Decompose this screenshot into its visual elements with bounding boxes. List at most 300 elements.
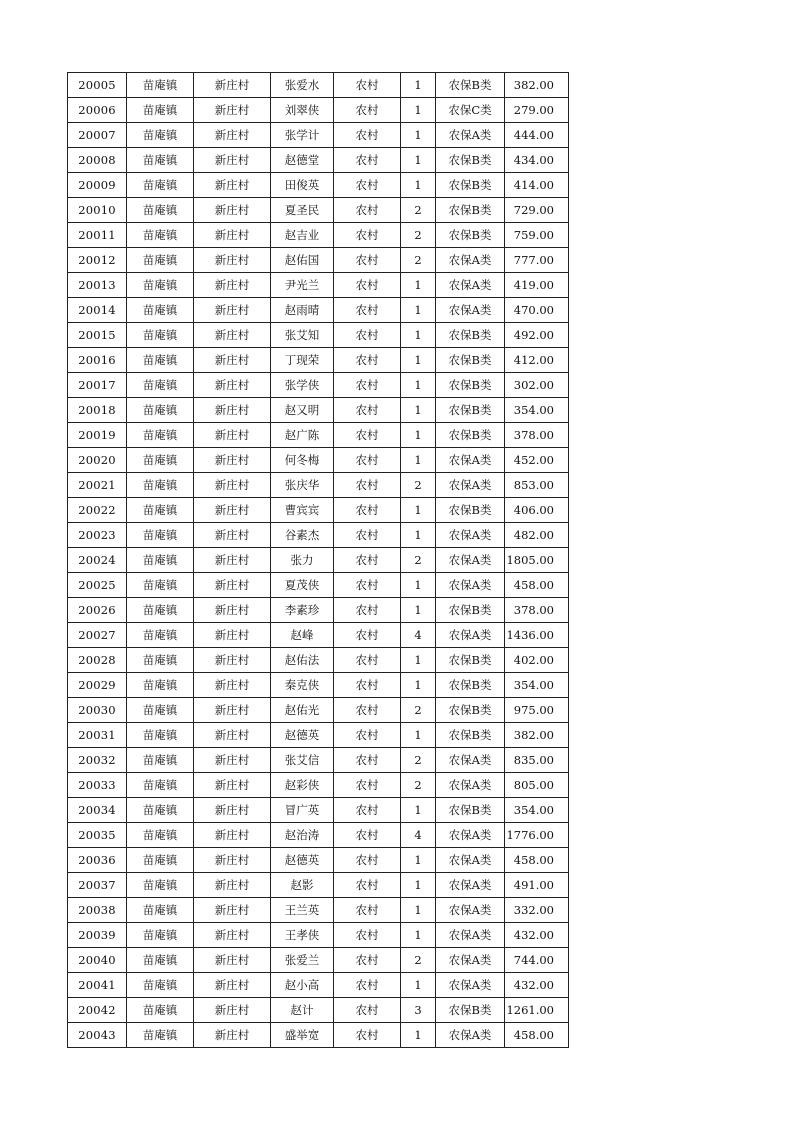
id-cell: 20043	[68, 1023, 127, 1048]
name-cell: 王孝侠	[271, 923, 334, 948]
town-cell: 苗庵镇	[127, 223, 194, 248]
table-row	[68, 323, 569, 348]
village-cell: 新庄村	[194, 423, 271, 448]
name-cell: 李素珍	[271, 598, 334, 623]
insurance-class-cell: 农保B类	[436, 223, 505, 248]
area-type-cell: 农村	[334, 573, 401, 598]
town-cell: 苗庵镇	[127, 98, 194, 123]
area-type-cell: 农村	[334, 148, 401, 173]
area-type-cell: 农村	[334, 773, 401, 798]
amount-cell: 402.00	[505, 648, 569, 673]
table-row	[68, 673, 569, 698]
household-count-cell: 1	[401, 348, 436, 373]
town-cell: 苗庵镇	[127, 1023, 194, 1048]
household-count-cell: 1	[401, 273, 436, 298]
area-type-cell: 农村	[334, 173, 401, 198]
id-cell: 20005	[68, 73, 127, 98]
name-cell: 赵计	[271, 998, 334, 1023]
insurance-class-cell: 农保B类	[436, 598, 505, 623]
town-cell: 苗庵镇	[127, 673, 194, 698]
town-cell: 苗庵镇	[127, 773, 194, 798]
ledger-table	[67, 72, 569, 1048]
insurance-class-cell: 农保A类	[436, 748, 505, 773]
town-cell: 苗庵镇	[127, 723, 194, 748]
village-cell: 新庄村	[194, 398, 271, 423]
village-cell: 新庄村	[194, 248, 271, 273]
table-row	[68, 73, 569, 98]
table-row	[68, 123, 569, 148]
town-cell: 苗庵镇	[127, 798, 194, 823]
name-cell: 赵德英	[271, 848, 334, 873]
id-cell: 20013	[68, 273, 127, 298]
name-cell: 张艾信	[271, 748, 334, 773]
amount-cell: 1776.00	[505, 823, 569, 848]
amount-cell: 382.00	[505, 73, 569, 98]
amount-cell: 354.00	[505, 673, 569, 698]
household-count-cell: 1	[401, 298, 436, 323]
insurance-class-cell: 农保A类	[436, 948, 505, 973]
area-type-cell: 农村	[334, 998, 401, 1023]
area-type-cell: 农村	[334, 948, 401, 973]
area-type-cell: 农村	[334, 698, 401, 723]
household-count-cell: 1	[401, 373, 436, 398]
household-count-cell: 1	[401, 123, 436, 148]
town-cell: 苗庵镇	[127, 148, 194, 173]
household-count-cell: 2	[401, 773, 436, 798]
area-type-cell: 农村	[334, 73, 401, 98]
household-count-cell: 2	[401, 698, 436, 723]
area-type-cell: 农村	[334, 248, 401, 273]
table-row	[68, 698, 569, 723]
household-count-cell: 2	[401, 748, 436, 773]
village-cell: 新庄村	[194, 323, 271, 348]
area-type-cell: 农村	[334, 523, 401, 548]
village-cell: 新庄村	[194, 73, 271, 98]
amount-cell: 458.00	[505, 848, 569, 873]
id-cell: 20028	[68, 648, 127, 673]
name-cell: 张力	[271, 548, 334, 573]
household-count-cell: 1	[401, 873, 436, 898]
area-type-cell: 农村	[334, 848, 401, 873]
table-row	[68, 898, 569, 923]
name-cell: 赵吉业	[271, 223, 334, 248]
household-count-cell: 4	[401, 823, 436, 848]
insurance-class-cell: 农保A类	[436, 273, 505, 298]
name-cell: 谷素杰	[271, 523, 334, 548]
village-cell: 新庄村	[194, 848, 271, 873]
village-cell: 新庄村	[194, 473, 271, 498]
name-cell: 张庆华	[271, 473, 334, 498]
insurance-class-cell: 农保B类	[436, 673, 505, 698]
id-cell: 20041	[68, 973, 127, 998]
village-cell: 新庄村	[194, 673, 271, 698]
amount-cell: 744.00	[505, 948, 569, 973]
village-cell: 新庄村	[194, 348, 271, 373]
id-cell: 20031	[68, 723, 127, 748]
village-cell: 新庄村	[194, 998, 271, 1023]
amount-cell: 414.00	[505, 173, 569, 198]
table-row	[68, 873, 569, 898]
table-row	[68, 248, 569, 273]
household-count-cell: 1	[401, 648, 436, 673]
name-cell: 尹光兰	[271, 273, 334, 298]
town-cell: 苗庵镇	[127, 848, 194, 873]
insurance-class-cell: 农保B类	[436, 723, 505, 748]
village-cell: 新庄村	[194, 523, 271, 548]
insurance-class-cell: 农保B类	[436, 373, 505, 398]
village-cell: 新庄村	[194, 623, 271, 648]
insurance-class-cell: 农保A类	[436, 923, 505, 948]
household-count-cell: 1	[401, 98, 436, 123]
household-count-cell: 1	[401, 148, 436, 173]
village-cell: 新庄村	[194, 173, 271, 198]
area-type-cell: 农村	[334, 448, 401, 473]
town-cell: 苗庵镇	[127, 623, 194, 648]
town-cell: 苗庵镇	[127, 248, 194, 273]
area-type-cell: 农村	[334, 923, 401, 948]
table-row	[68, 598, 569, 623]
insurance-class-cell: 农保B类	[436, 998, 505, 1023]
insurance-class-cell: 农保A类	[436, 773, 505, 798]
name-cell: 赵又明	[271, 398, 334, 423]
area-type-cell: 农村	[334, 598, 401, 623]
id-cell: 20015	[68, 323, 127, 348]
table-row	[68, 923, 569, 948]
amount-cell: 492.00	[505, 323, 569, 348]
household-count-cell: 1	[401, 323, 436, 348]
name-cell: 赵佑法	[271, 648, 334, 673]
id-cell: 20035	[68, 823, 127, 848]
amount-cell: 354.00	[505, 798, 569, 823]
village-cell: 新庄村	[194, 223, 271, 248]
area-type-cell: 农村	[334, 123, 401, 148]
insurance-class-cell: 农保B类	[436, 198, 505, 223]
town-cell: 苗庵镇	[127, 173, 194, 198]
household-count-cell: 1	[401, 598, 436, 623]
household-count-cell: 1	[401, 573, 436, 598]
name-cell: 冒广英	[271, 798, 334, 823]
id-cell: 20022	[68, 498, 127, 523]
village-cell: 新庄村	[194, 748, 271, 773]
household-count-cell: 1	[401, 523, 436, 548]
insurance-class-cell: 农保A类	[436, 523, 505, 548]
insurance-class-cell: 农保A类	[436, 898, 505, 923]
id-cell: 20042	[68, 998, 127, 1023]
town-cell: 苗庵镇	[127, 598, 194, 623]
area-type-cell: 农村	[334, 473, 401, 498]
town-cell: 苗庵镇	[127, 373, 194, 398]
town-cell: 苗庵镇	[127, 523, 194, 548]
id-cell: 20009	[68, 173, 127, 198]
town-cell: 苗庵镇	[127, 698, 194, 723]
amount-cell: 491.00	[505, 873, 569, 898]
insurance-class-cell: 农保A类	[436, 473, 505, 498]
area-type-cell: 农村	[334, 423, 401, 448]
area-type-cell: 农村	[334, 823, 401, 848]
insurance-class-cell: 农保A类	[436, 573, 505, 598]
town-cell: 苗庵镇	[127, 823, 194, 848]
id-cell: 20012	[68, 248, 127, 273]
table-row	[68, 848, 569, 873]
insurance-class-cell: 农保B类	[436, 398, 505, 423]
town-cell: 苗庵镇	[127, 873, 194, 898]
household-count-cell: 1	[401, 1023, 436, 1048]
household-count-cell: 2	[401, 198, 436, 223]
town-cell: 苗庵镇	[127, 73, 194, 98]
amount-cell: 975.00	[505, 698, 569, 723]
id-cell: 20007	[68, 123, 127, 148]
table-row	[68, 448, 569, 473]
village-cell: 新庄村	[194, 123, 271, 148]
id-cell: 20023	[68, 523, 127, 548]
table-row	[68, 198, 569, 223]
town-cell: 苗庵镇	[127, 348, 194, 373]
table-row	[68, 748, 569, 773]
town-cell: 苗庵镇	[127, 123, 194, 148]
insurance-class-cell: 农保A类	[436, 298, 505, 323]
amount-cell: 482.00	[505, 523, 569, 548]
area-type-cell: 农村	[334, 723, 401, 748]
amount-cell: 1805.00	[505, 548, 569, 573]
table-row	[68, 148, 569, 173]
name-cell: 夏茂侠	[271, 573, 334, 598]
household-count-cell: 2	[401, 548, 436, 573]
insurance-class-cell: 农保A类	[436, 623, 505, 648]
household-count-cell: 2	[401, 223, 436, 248]
name-cell: 张爱水	[271, 73, 334, 98]
amount-cell: 458.00	[505, 573, 569, 598]
insurance-class-cell: 农保A类	[436, 1023, 505, 1048]
table-row	[68, 523, 569, 548]
table-row	[68, 373, 569, 398]
village-cell: 新庄村	[194, 298, 271, 323]
town-cell: 苗庵镇	[127, 923, 194, 948]
amount-cell: 805.00	[505, 773, 569, 798]
area-type-cell: 农村	[334, 348, 401, 373]
household-count-cell: 1	[401, 173, 436, 198]
amount-cell: 835.00	[505, 748, 569, 773]
village-cell: 新庄村	[194, 898, 271, 923]
amount-cell: 452.00	[505, 448, 569, 473]
amount-cell: 406.00	[505, 498, 569, 523]
village-cell: 新庄村	[194, 923, 271, 948]
name-cell: 曹宾宾	[271, 498, 334, 523]
area-type-cell: 农村	[334, 973, 401, 998]
village-cell: 新庄村	[194, 773, 271, 798]
name-cell: 张爱兰	[271, 948, 334, 973]
area-type-cell: 农村	[334, 873, 401, 898]
insurance-class-cell: 农保A类	[436, 973, 505, 998]
town-cell: 苗庵镇	[127, 323, 194, 348]
area-type-cell: 农村	[334, 273, 401, 298]
id-cell: 20027	[68, 623, 127, 648]
area-type-cell: 农村	[334, 198, 401, 223]
household-count-cell: 1	[401, 673, 436, 698]
id-cell: 20039	[68, 923, 127, 948]
table-row	[68, 173, 569, 198]
area-type-cell: 农村	[334, 548, 401, 573]
insurance-class-cell: 农保B类	[436, 498, 505, 523]
id-cell: 20030	[68, 698, 127, 723]
area-type-cell: 农村	[334, 223, 401, 248]
amount-cell: 378.00	[505, 598, 569, 623]
id-cell: 20010	[68, 198, 127, 223]
insurance-class-cell: 农保B类	[436, 348, 505, 373]
name-cell: 赵峰	[271, 623, 334, 648]
amount-cell: 302.00	[505, 373, 569, 398]
household-count-cell: 2	[401, 473, 436, 498]
id-cell: 20033	[68, 773, 127, 798]
amount-cell: 444.00	[505, 123, 569, 148]
id-cell: 20026	[68, 598, 127, 623]
name-cell: 张学计	[271, 123, 334, 148]
household-count-cell: 4	[401, 623, 436, 648]
name-cell: 张艾知	[271, 323, 334, 348]
name-cell: 赵佑光	[271, 698, 334, 723]
table-row	[68, 973, 569, 998]
amount-cell: 382.00	[505, 723, 569, 748]
amount-cell: 434.00	[505, 148, 569, 173]
amount-cell: 419.00	[505, 273, 569, 298]
area-type-cell: 农村	[334, 98, 401, 123]
table-row	[68, 98, 569, 123]
name-cell: 赵雨晴	[271, 298, 334, 323]
insurance-class-cell: 农保A类	[436, 548, 505, 573]
household-count-cell: 1	[401, 73, 436, 98]
table-row	[68, 398, 569, 423]
area-type-cell: 农村	[334, 748, 401, 773]
id-cell: 20017	[68, 373, 127, 398]
id-cell: 20038	[68, 898, 127, 923]
name-cell: 丁现荣	[271, 348, 334, 373]
village-cell: 新庄村	[194, 873, 271, 898]
id-cell: 20029	[68, 673, 127, 698]
id-cell: 20018	[68, 398, 127, 423]
town-cell: 苗庵镇	[127, 198, 194, 223]
table-row	[68, 1023, 569, 1048]
insurance-class-cell: 农保A类	[436, 848, 505, 873]
table-row	[68, 723, 569, 748]
household-count-cell: 3	[401, 998, 436, 1023]
id-cell: 20014	[68, 298, 127, 323]
village-cell: 新庄村	[194, 598, 271, 623]
name-cell: 赵广陈	[271, 423, 334, 448]
village-cell: 新庄村	[194, 98, 271, 123]
id-cell: 20034	[68, 798, 127, 823]
household-count-cell: 1	[401, 898, 436, 923]
id-cell: 20006	[68, 98, 127, 123]
id-cell: 20021	[68, 473, 127, 498]
name-cell: 王兰英	[271, 898, 334, 923]
table-row	[68, 648, 569, 673]
id-cell: 20036	[68, 848, 127, 873]
area-type-cell: 农村	[334, 323, 401, 348]
amount-cell: 759.00	[505, 223, 569, 248]
amount-cell: 729.00	[505, 198, 569, 223]
amount-cell: 332.00	[505, 898, 569, 923]
household-count-cell: 2	[401, 248, 436, 273]
id-cell: 20032	[68, 748, 127, 773]
household-count-cell: 1	[401, 723, 436, 748]
town-cell: 苗庵镇	[127, 648, 194, 673]
area-type-cell: 农村	[334, 673, 401, 698]
table-row	[68, 623, 569, 648]
id-cell: 20016	[68, 348, 127, 373]
table-row	[68, 348, 569, 373]
household-count-cell: 1	[401, 423, 436, 448]
village-cell: 新庄村	[194, 448, 271, 473]
name-cell: 赵彩侠	[271, 773, 334, 798]
area-type-cell: 农村	[334, 898, 401, 923]
amount-cell: 432.00	[505, 923, 569, 948]
amount-cell: 432.00	[505, 973, 569, 998]
name-cell: 何冬梅	[271, 448, 334, 473]
village-cell: 新庄村	[194, 1023, 271, 1048]
insurance-class-cell: 农保B类	[436, 798, 505, 823]
amount-cell: 853.00	[505, 473, 569, 498]
table-row	[68, 548, 569, 573]
amount-cell: 378.00	[505, 423, 569, 448]
town-cell: 苗庵镇	[127, 548, 194, 573]
name-cell: 赵佑国	[271, 248, 334, 273]
insurance-class-cell: 农保B类	[436, 73, 505, 98]
table-row	[68, 773, 569, 798]
name-cell: 赵影	[271, 873, 334, 898]
id-cell: 20025	[68, 573, 127, 598]
insurance-class-cell: 农保B类	[436, 148, 505, 173]
area-type-cell: 农村	[334, 623, 401, 648]
village-cell: 新庄村	[194, 273, 271, 298]
village-cell: 新庄村	[194, 823, 271, 848]
amount-cell: 470.00	[505, 298, 569, 323]
name-cell: 赵德英	[271, 723, 334, 748]
area-type-cell: 农村	[334, 398, 401, 423]
household-count-cell: 2	[401, 948, 436, 973]
amount-cell: 412.00	[505, 348, 569, 373]
household-count-cell: 1	[401, 973, 436, 998]
name-cell: 赵小高	[271, 973, 334, 998]
village-cell: 新庄村	[194, 973, 271, 998]
name-cell: 秦克侠	[271, 673, 334, 698]
insurance-class-cell: 农保A类	[436, 448, 505, 473]
area-type-cell: 农村	[334, 373, 401, 398]
amount-cell: 458.00	[505, 1023, 569, 1048]
name-cell: 张学侠	[271, 373, 334, 398]
insurance-class-cell: 农保A类	[436, 823, 505, 848]
insurance-class-cell: 农保A类	[436, 873, 505, 898]
insurance-class-cell: 农保A类	[436, 248, 505, 273]
village-cell: 新庄村	[194, 798, 271, 823]
table-row	[68, 998, 569, 1023]
village-cell: 新庄村	[194, 548, 271, 573]
insurance-class-cell: 农保B类	[436, 423, 505, 448]
table-row	[68, 298, 569, 323]
id-cell: 20008	[68, 148, 127, 173]
village-cell: 新庄村	[194, 198, 271, 223]
area-type-cell: 农村	[334, 498, 401, 523]
household-count-cell: 1	[401, 448, 436, 473]
name-cell: 刘翠侠	[271, 98, 334, 123]
id-cell: 20019	[68, 423, 127, 448]
area-type-cell: 农村	[334, 648, 401, 673]
name-cell: 田俊英	[271, 173, 334, 198]
household-count-cell: 1	[401, 798, 436, 823]
insurance-class-cell: 农保B类	[436, 173, 505, 198]
town-cell: 苗庵镇	[127, 948, 194, 973]
town-cell: 苗庵镇	[127, 998, 194, 1023]
amount-cell: 279.00	[505, 98, 569, 123]
insurance-class-cell: 农保B类	[436, 698, 505, 723]
